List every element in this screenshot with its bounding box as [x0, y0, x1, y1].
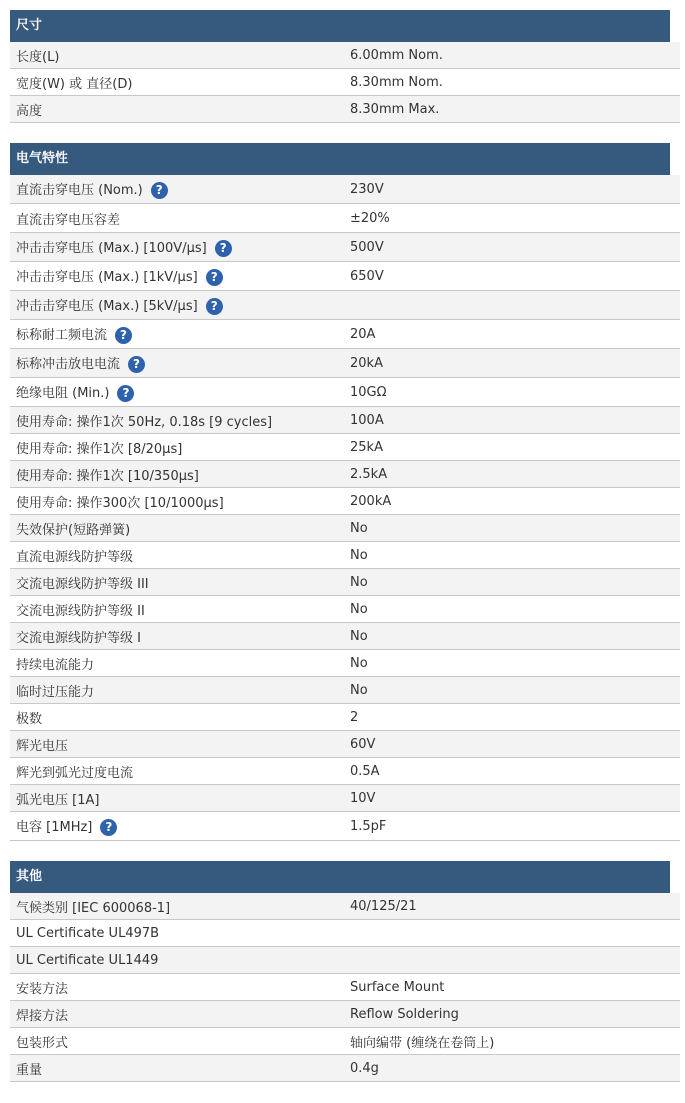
spec-table	[10, 893, 680, 1082]
spec-name-cell	[10, 320, 346, 349]
spec-table	[10, 42, 680, 123]
spec-value: Surface Mount	[346, 974, 680, 1001]
spec-name: 冲击击穿电压 (Max.) [1kV/µs]	[16, 270, 198, 285]
spec-table	[10, 175, 680, 841]
table-row	[10, 96, 680, 123]
spec-value: 10GΩ	[346, 378, 680, 407]
spec-name-cell	[10, 233, 346, 262]
table-row	[10, 893, 680, 920]
table-row	[10, 542, 680, 569]
spec-name: 极数	[10, 704, 346, 731]
spec-value: 500V	[346, 233, 680, 262]
spec-name: 长度(L)	[10, 42, 346, 69]
spec-name: 直流击穿电压 (Nom.)	[16, 183, 143, 198]
table-row	[10, 378, 680, 407]
table-row	[10, 1028, 680, 1055]
spec-name: 弧光电压 [1A]	[10, 785, 346, 812]
spec-name: 重量	[10, 1055, 346, 1082]
spec-value: 0.4g	[346, 1055, 680, 1082]
spec-value: Reflow Soldering	[346, 1001, 680, 1028]
spec-value: No	[346, 542, 680, 569]
spec-value: 6.00mm Nom.	[346, 42, 680, 69]
spec-name: 持续电流能力	[10, 650, 346, 677]
spec-name: 交流电源线防护等级 I	[10, 623, 346, 650]
spec-value: 8.30mm Max.	[346, 96, 680, 123]
spec-name: 冲击击穿电压 (Max.) [5kV/µs]	[16, 299, 198, 314]
table-row	[10, 677, 680, 704]
table-row	[10, 69, 680, 96]
table-row	[10, 947, 680, 974]
spec-value: No	[346, 515, 680, 542]
table-row	[10, 262, 680, 291]
spec-value: 2.5kA	[346, 461, 680, 488]
spec-value: No	[346, 569, 680, 596]
table-row	[10, 515, 680, 542]
section-dimensions	[10, 10, 670, 123]
spec-value	[346, 920, 680, 947]
table-row	[10, 731, 680, 758]
spec-name: 辉光电压	[10, 731, 346, 758]
spec-name: 直流电源线防护等级	[10, 542, 346, 569]
spec-value: 8.30mm Nom.	[346, 69, 680, 96]
spec-name: 焊接方法	[10, 1001, 346, 1028]
spec-value: ±20%	[346, 204, 680, 233]
table-row	[10, 320, 680, 349]
spec-name: 直流击穿电压容差	[10, 204, 346, 233]
spec-value: 1.5pF	[346, 812, 680, 841]
spec-value: 轴向编带 (缠绕在卷筒上)	[346, 1028, 680, 1055]
question-circle-icon[interactable]: ?	[206, 269, 223, 286]
table-row	[10, 407, 680, 434]
spec-value: 0.5A	[346, 758, 680, 785]
spec-name: 标称冲击放电电流	[16, 357, 121, 372]
spec-value: 200kA	[346, 488, 680, 515]
spec-value: 230V	[346, 175, 680, 204]
spec-value	[346, 947, 680, 974]
spec-name: 使用寿命: 操作300次 [10/1000µs]	[10, 488, 346, 515]
spec-name: 使用寿命: 操作1次 [10/350µs]	[10, 461, 346, 488]
spec-name-cell	[10, 291, 346, 320]
spec-name: 绝缘电阻 (Min.)	[16, 386, 110, 401]
spec-value: No	[346, 596, 680, 623]
spec-name: 气候类别 [IEC 600068-1]	[10, 893, 346, 920]
table-row	[10, 175, 680, 204]
spec-name: UL Certificate UL497B	[10, 920, 346, 947]
table-row	[10, 349, 680, 378]
spec-value: 20kA	[346, 349, 680, 378]
spec-value: 20A	[346, 320, 680, 349]
spec-name: 使用寿命: 操作1次 [8/20µs]	[10, 434, 346, 461]
spec-name: 辉光到弧光过度电流	[10, 758, 346, 785]
spec-name: 宽度(W) 或 直径(D)	[10, 69, 346, 96]
spec-name: 冲击击穿电压 (Max.) [100V/µs]	[16, 241, 207, 256]
spec-value: 10V	[346, 785, 680, 812]
question-circle-icon[interactable]: ?	[128, 356, 145, 373]
question-circle-icon[interactable]: ?	[206, 298, 223, 315]
spec-name: 高度	[10, 96, 346, 123]
question-circle-icon[interactable]: ?	[215, 240, 232, 257]
table-row	[10, 233, 680, 262]
table-row	[10, 596, 680, 623]
section-header: 其他	[10, 861, 670, 893]
spec-name: 交流电源线防护等级 II	[10, 596, 346, 623]
spec-name: 安装方法	[10, 974, 346, 1001]
spec-value	[346, 291, 680, 320]
table-row	[10, 920, 680, 947]
spec-name-cell	[10, 378, 346, 407]
spec-name: 使用寿命: 操作1次 50Hz, 0.18s [9 cycles]	[10, 407, 346, 434]
table-row	[10, 461, 680, 488]
spec-name-cell	[10, 349, 346, 378]
table-row	[10, 1001, 680, 1028]
spec-value: No	[346, 650, 680, 677]
spec-name: 临时过压能力	[10, 677, 346, 704]
spec-name: 标称耐工频电流	[16, 328, 108, 343]
section-other	[10, 861, 670, 1082]
section-electrical	[10, 143, 670, 841]
question-circle-icon[interactable]: ?	[115, 327, 132, 344]
spec-name-cell	[10, 812, 346, 841]
table-row	[10, 650, 680, 677]
table-row	[10, 1055, 680, 1082]
table-row	[10, 434, 680, 461]
spec-value: 60V	[346, 731, 680, 758]
section-header: 尺寸	[10, 10, 670, 42]
spec-value: 100A	[346, 407, 680, 434]
table-row	[10, 758, 680, 785]
table-row	[10, 785, 680, 812]
spec-value: 25kA	[346, 434, 680, 461]
question-circle-icon[interactable]: ?	[117, 385, 134, 402]
spec-value: No	[346, 677, 680, 704]
spec-value: 2	[346, 704, 680, 731]
section-header: 电气特性	[10, 143, 670, 175]
question-circle-icon[interactable]: ?	[151, 182, 168, 199]
table-row	[10, 812, 680, 841]
table-row	[10, 704, 680, 731]
spec-value: 650V	[346, 262, 680, 291]
question-circle-icon[interactable]: ?	[100, 819, 117, 836]
spec-name: UL Certificate UL1449	[10, 947, 346, 974]
table-row	[10, 488, 680, 515]
table-row	[10, 42, 680, 69]
spec-name: 包装形式	[10, 1028, 346, 1055]
spec-value: 40/125/21	[346, 893, 680, 920]
table-row	[10, 569, 680, 596]
spec-value: No	[346, 623, 680, 650]
table-row	[10, 204, 680, 233]
spec-name: 交流电源线防护等级 III	[10, 569, 346, 596]
spec-name: 电容 [1MHz]	[16, 820, 93, 835]
table-row	[10, 623, 680, 650]
spec-name-cell	[10, 175, 346, 204]
table-row	[10, 291, 680, 320]
table-row	[10, 974, 680, 1001]
spec-name-cell	[10, 262, 346, 291]
spec-name: 失效保护(短路弹簧)	[10, 515, 346, 542]
